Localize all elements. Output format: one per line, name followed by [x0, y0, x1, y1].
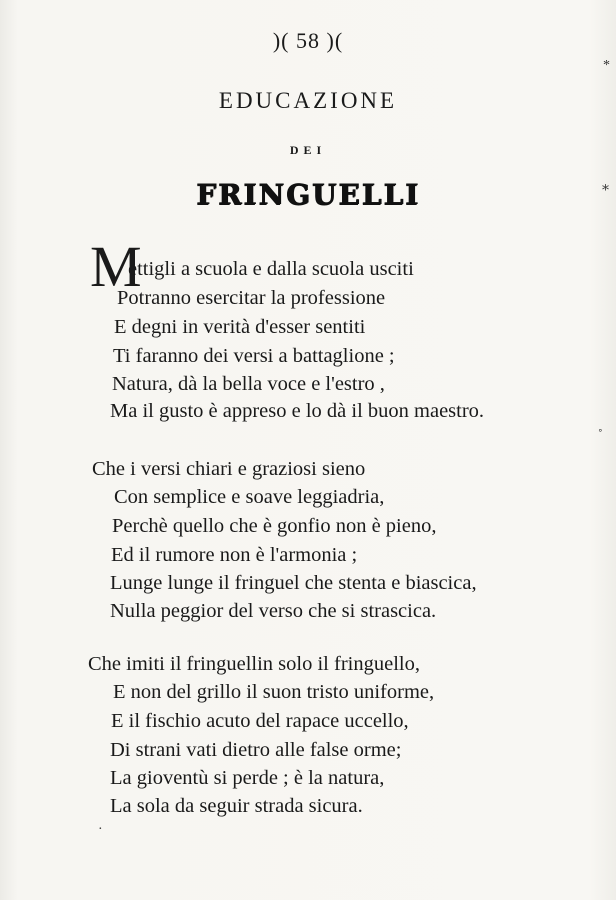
poem-line: Ti faranno dei versi a battaglione ; [113, 345, 395, 367]
poem-line: Con semplice e soave leggiadria, [114, 486, 385, 508]
title-connector: DEI [289, 143, 327, 157]
drop-cap: M [90, 234, 142, 299]
poem-line: La gioventù si perde ; è la natura, [110, 767, 385, 789]
print-speck: · [98, 822, 103, 837]
poem-line: ettigli a scuola e dalla scuola usciti [128, 258, 414, 280]
decorative-title: FRINGUELLI [196, 178, 420, 211]
poem-line: La sola da seguir strada sicura. [110, 795, 363, 817]
poem-line: Potranno esercitar la professione [117, 287, 386, 309]
poem-line: Ed il rumore non è l'armonia ; [111, 544, 358, 566]
poem-line: Nulla peggior del verso che si strascica. [110, 600, 437, 622]
poem-line: E degni in verità d'esser sentiti [114, 316, 366, 338]
poem-line: Perchè quello che è gonfio non è pieno, [112, 515, 437, 537]
poem-line: Che imiti il fringuellin solo il fringuello, [88, 653, 420, 675]
print-speck: ˚ [598, 428, 603, 443]
poem-line: Che i versi chiari e graziosi sieno [92, 458, 366, 480]
poem-line: Ma il gusto è appreso e lo dà il buon maestro. [110, 400, 485, 422]
page-number: )( 58 )( [272, 28, 344, 53]
poem-line: Di strani vati dietro alle false orme; [110, 739, 402, 761]
page-title: EDUCAZIONE [218, 88, 398, 113]
poem-line: E non del grillo il suon tristo uniforme, [113, 681, 435, 703]
print-speck: ⁎ [602, 179, 609, 194]
poem-line: Natura, dà la bella voce e l'estro , [112, 373, 385, 395]
poem-line: Lunge lunge il fringuel che stenta e biascica, [110, 572, 477, 594]
poem-line: E il fischio acuto del rapace uccello, [111, 710, 409, 732]
print-speck: * [603, 58, 610, 73]
